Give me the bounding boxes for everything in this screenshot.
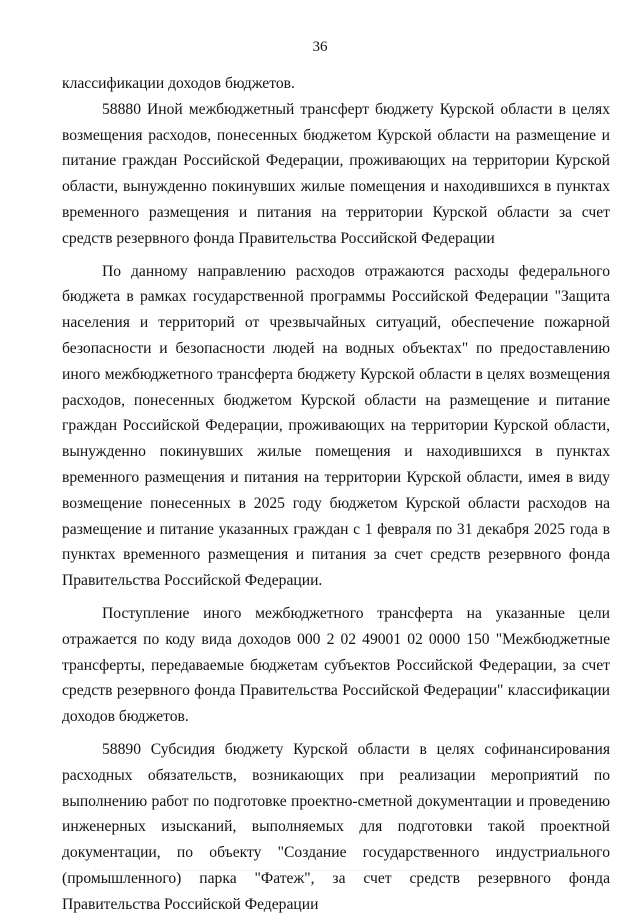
paragraph-continuation: классификации доходов бюджетов. xyxy=(62,75,295,92)
paragraph-58880-heading: 58880 Иной межбюджетный трансферт бюджету Курской области в целях возмещения расходов, понесенных бюджетом Курской области на размещение и питание граждан Российской Федерации, проживающих на территории Курской области, вынужденно покинувших жилые помещения и находившихся в пунктах временного размещения и питания на территории Курской области за счет средств резервного фонда Правительства Российской Федерации xyxy=(62,100,610,247)
paragraph-58890-heading: 58890 Субсидия бюджету Курской области в целях софинансирования расходных обязательств, возникающих при реализации мероприятий по выполнению работ по подготовке проектно-сметной документации и проведению инженерных изысканий, выполняемых для подготовки такой проектной документации, по объекту "Создание государственного индустриального (промышленного) парка "Фатеж", за счет средств резервного фонда Правительства Российской Федерации xyxy=(62,740,610,913)
document-body xyxy=(62,71,610,918)
page-number: 36 xyxy=(312,39,328,55)
scan-edge-mark xyxy=(95,870,535,871)
paragraph-58880-revenue-code: Поступление иного межбюджетного трансферта на указанные цели отражается по коду вида доходов 000 2 02 49001 02 0000 150 "Межбюджетные трансферты, передаваемые бюджетам субъектов Российской Федерации, за счет средств резервного фонда Правительства Российской Федерации" классификации доходов бюджетов. xyxy=(62,604,610,726)
paragraph-58880-description: По данному направлению расходов отражаются расходы федерального бюджета в рамках государственной программы Российской Федерации "Защита населения и территорий от чрезвычайных ситуаций, обеспечение пожарной безопасности и безопасности людей на водных объектах" по предоставлению иного межбюджетного трансферта бюджету Курской области в целях возмещения расходов, понесенных бюджетом Курской области на размещение и питание граждан Российской Федерации, проживающих на территории Курской области, вынужденно покинувших жилые помещения и находившихся в пунктах временного размещения и питания на территории Курской области, имея в виду возмещение понесенных в 2025 году бюджетом Курской области расходов на размещение и питание указанных граждан с 1 февраля по 31 декабря 2025 года в пунктах временного размещения и питания за счет средств резервного фонда Правительства Российской Федерации. xyxy=(62,262,610,590)
